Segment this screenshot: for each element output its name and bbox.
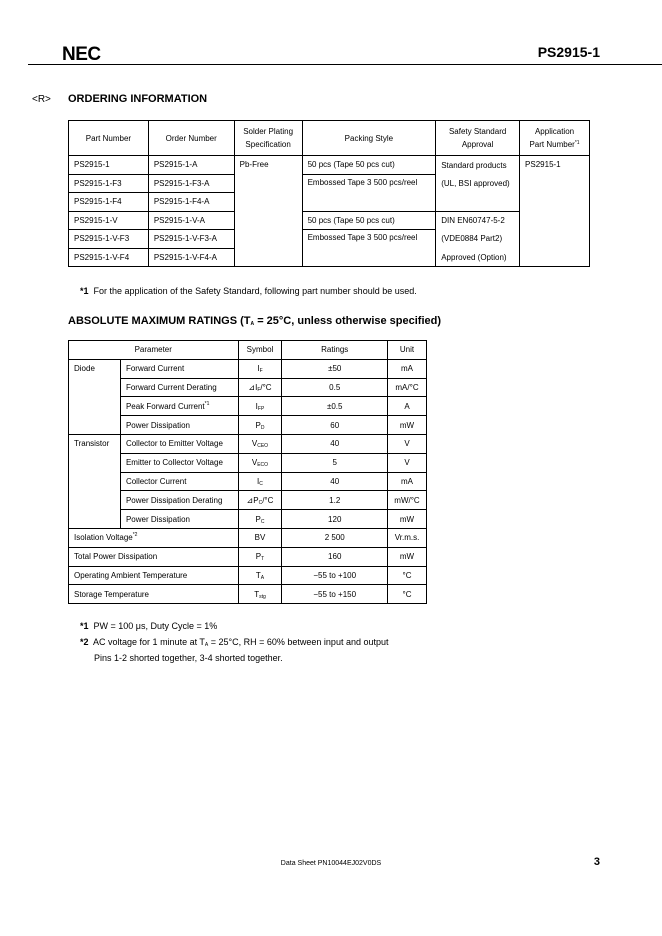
param-cell: Emitter to Collector Voltage xyxy=(120,453,238,472)
safety-cell: Standard products xyxy=(436,156,520,175)
table-row xyxy=(69,453,427,472)
application-cell: PS2915-1 xyxy=(520,156,590,267)
unit-cell: mW xyxy=(388,547,427,566)
rating-cell: ±50 xyxy=(282,359,388,378)
unit-cell: mW xyxy=(388,510,427,529)
table-row xyxy=(69,174,590,193)
param-cell: Power Dissipation Derating xyxy=(120,491,238,510)
ordering-title: ORDERING INFORMATION xyxy=(68,93,208,105)
ratings-title: ABSOLUTE MAXIMUM RATINGS ($T_A = 25^\circ C$, unless otherwise specified) xyxy=(68,315,442,327)
order-number-cell: PS2915-1-F4-A xyxy=(148,193,234,212)
table-row xyxy=(69,434,427,453)
col-part-number: Part Number xyxy=(69,121,149,156)
ratings-note-2: *2 AC voltage for 1 minute at $T_A = 25^\circ C$, RH = 60% between input and output xyxy=(80,637,389,648)
rating-cell: −55 to +150 xyxy=(282,585,388,604)
col-ratings: Ratings xyxy=(282,341,388,360)
nec-logo: NEC xyxy=(62,44,101,65)
symbol-cell: $I_C$ xyxy=(238,472,282,491)
table-row xyxy=(69,472,427,491)
param-cell: Power Dissipation xyxy=(120,416,238,435)
col-packing-style: Packing Style xyxy=(302,121,436,156)
table-row xyxy=(69,528,427,547)
part-number-cell: PS2915-1 xyxy=(69,156,149,175)
symbol-cell: $T_A$ xyxy=(238,566,282,585)
safety-cell: (UL, BSI approved) xyxy=(436,174,520,193)
col-order-number: Order Number xyxy=(148,121,234,156)
part-number-cell: PS2915-1-V-F4 xyxy=(69,248,149,267)
part-number-cell: PS2915-1-F3 xyxy=(69,174,149,193)
table-row xyxy=(69,491,427,510)
unit-cell: V xyxy=(388,434,427,453)
param-cell: Peak Forward Current$^{*1}$ xyxy=(120,397,238,416)
packing-cell: Embossed Tape 3 500 pcs/reel xyxy=(302,174,436,211)
order-number-cell: PS2915-1-V-A xyxy=(148,211,234,230)
table-row xyxy=(69,547,427,566)
rating-cell: ±0.5 xyxy=(282,397,388,416)
unit-cell: mW/°C xyxy=(388,491,427,510)
packing-cell: Embossed Tape 3 500 pcs/reel xyxy=(302,230,436,267)
rating-cell: 120 xyxy=(282,510,388,529)
symbol-cell: $⊿P_C/^\circ C$ xyxy=(238,491,282,510)
symbol-cell: $I_{FP}$ xyxy=(238,397,282,416)
order-number-cell: PS2915-1-A xyxy=(148,156,234,175)
rating-cell: 40 xyxy=(282,434,388,453)
packing-cell: 50 pcs (Tape 50 pcs cut) xyxy=(302,211,436,230)
rating-cell: 40 xyxy=(282,472,388,491)
group-transistor: Transistor xyxy=(69,434,121,528)
param-cell: Collector Current xyxy=(120,472,238,491)
symbol-cell: $V_{CEO}$ xyxy=(238,434,282,453)
order-number-cell: PS2915-1-V-F3-A xyxy=(148,230,234,249)
symbol-cell: $P_T$ xyxy=(238,547,282,566)
ratings-note-1: *1 PW = 100 μs, Duty Cycle = 1% xyxy=(80,621,218,631)
unit-cell: °C xyxy=(388,566,427,585)
page-number: 3 xyxy=(593,856,600,868)
symbol-cell: $P_D$ xyxy=(238,416,282,435)
symbol-cell: $V_{ECO}$ xyxy=(238,453,282,472)
table-row xyxy=(69,156,590,175)
order-number-cell: PS2915-1-F3-A xyxy=(148,174,234,193)
datasheet-footer: Data Sheet PN10044EJ02V0DS xyxy=(280,860,382,867)
ratings-table xyxy=(68,340,427,604)
col-parameter: Parameter xyxy=(69,341,239,360)
symbol-cell: BV xyxy=(238,528,282,547)
param-cell: Storage Temperature xyxy=(69,585,239,604)
part-number-cell: PS2915-1-F4 xyxy=(69,193,149,212)
param-cell: Forward Current xyxy=(120,359,238,378)
unit-cell: mA xyxy=(388,359,427,378)
unit-cell: mA/°C xyxy=(388,378,427,397)
param-cell: Operating Ambient Temperature xyxy=(69,566,239,585)
unit-cell: mA xyxy=(388,472,427,491)
safety-cell xyxy=(436,193,520,212)
col-symbol: Symbol xyxy=(238,341,282,360)
unit-cell: V xyxy=(388,453,427,472)
table-row xyxy=(69,416,427,435)
part-number-cell: PS2915-1-V-F3 xyxy=(69,230,149,249)
symbol-cell: $⊿I_F/^\circ C$ xyxy=(238,378,282,397)
col-unit: Unit xyxy=(388,341,427,360)
unit-cell: mW xyxy=(388,416,427,435)
symbol-cell: $T_{stg}$ xyxy=(238,585,282,604)
table-row xyxy=(69,230,590,249)
col-application: Application Part Number$^{*1}$ xyxy=(520,121,590,156)
param-cell: Isolation Voltage$^{*2}$ xyxy=(69,528,239,547)
col-solder-plating: Solder Plating Specification xyxy=(234,121,302,156)
rating-cell: 1.2 xyxy=(282,491,388,510)
header-part-number: PS2915-1 xyxy=(537,44,600,60)
ratings-header-row xyxy=(69,341,427,360)
ordering-note: *1 For the application of the Safety Standard, following part number should be used. xyxy=(80,286,417,296)
table-row xyxy=(69,566,427,585)
param-cell: Power Dissipation xyxy=(120,510,238,529)
rating-cell: 160 xyxy=(282,547,388,566)
table-row xyxy=(69,397,427,416)
rating-cell: 0.5 xyxy=(282,378,388,397)
order-number-cell: PS2915-1-V-F4-A xyxy=(148,248,234,267)
safety-cell: DIN EN60747-5-2 xyxy=(436,211,520,230)
symbol-cell: $P_C$ xyxy=(238,510,282,529)
param-cell: Collector to Emitter Voltage xyxy=(120,434,238,453)
unit-cell: A xyxy=(388,397,427,416)
col-safety-standard: Safety Standard Approval xyxy=(436,121,520,156)
ratings-note-2-line2: Pins 1-2 shorted together, 3-4 shorted together. xyxy=(94,653,283,663)
table-row xyxy=(69,211,590,230)
part-number-cell: PS2915-1-V xyxy=(69,211,149,230)
table-row xyxy=(69,359,427,378)
table-row xyxy=(69,585,427,604)
table-row xyxy=(69,378,427,397)
ordering-table xyxy=(68,120,590,267)
unit-cell: Vr.m.s. xyxy=(388,528,427,547)
rating-cell: 5 xyxy=(282,453,388,472)
header-divider xyxy=(28,64,662,65)
rating-cell: 60 xyxy=(282,416,388,435)
param-cell: Forward Current Derating xyxy=(120,378,238,397)
packing-cell: 50 pcs (Tape 50 pcs cut) xyxy=(302,156,436,175)
safety-cell: Approved (Option) xyxy=(436,248,520,267)
rating-cell: −55 to +100 xyxy=(282,566,388,585)
group-diode: Diode xyxy=(69,359,121,434)
solder-cell: Pb-Free xyxy=(234,156,302,267)
safety-cell: (VDE0884 Part2) xyxy=(436,230,520,249)
symbol-cell: $I_F$ xyxy=(238,359,282,378)
revision-tag: <R> xyxy=(32,94,51,105)
table-row xyxy=(69,510,427,529)
unit-cell: °C xyxy=(388,585,427,604)
rating-cell: 2 500 xyxy=(282,528,388,547)
param-cell: Total Power Dissipation xyxy=(69,547,239,566)
ordering-header-row xyxy=(69,121,590,156)
